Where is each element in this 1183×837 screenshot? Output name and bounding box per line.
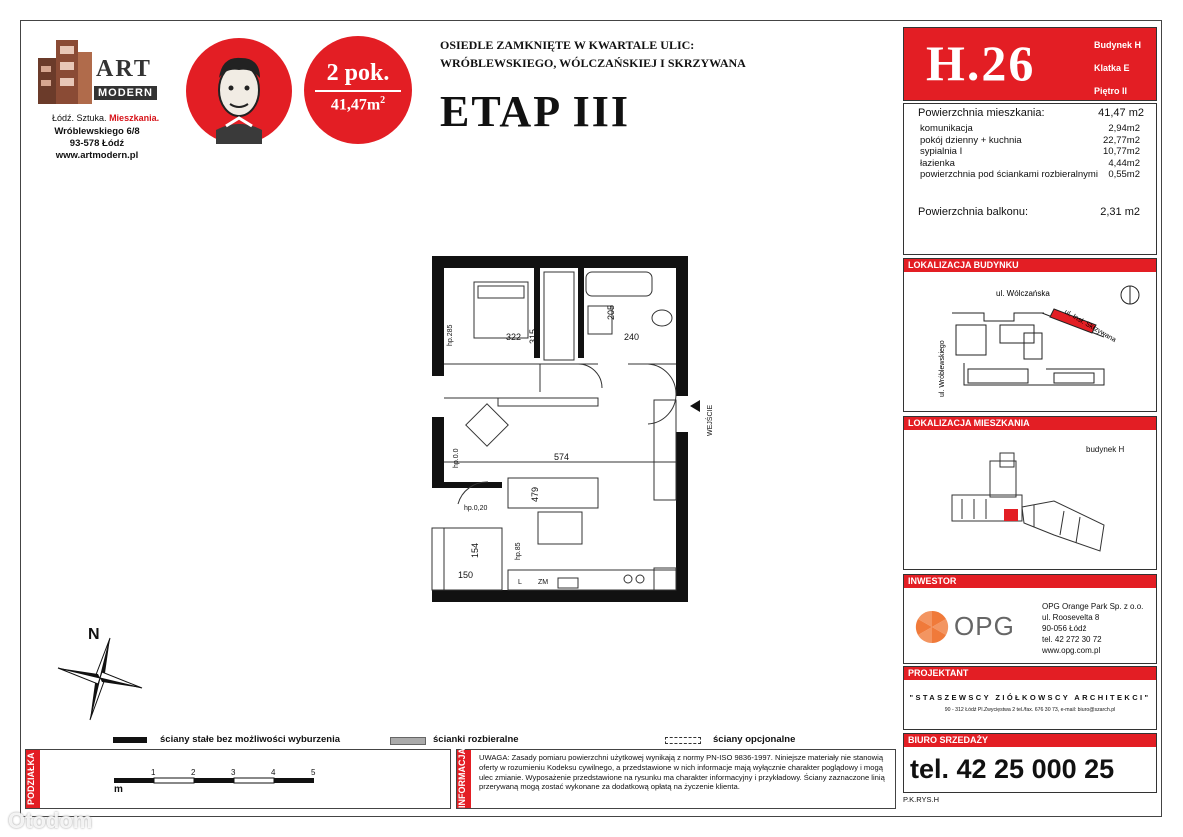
unit-floor: Piętro II [1094, 86, 1128, 96]
legend-solid: ściany stałe bez możliwości wyburzenia [160, 734, 341, 745]
address-street: Wróblewskiego 6/8 [54, 126, 140, 137]
legend-removable: ścianki rozbieralne [433, 734, 519, 745]
balcony-label: Powierzchnia balkonu: [918, 205, 1029, 218]
legend-removable-swatch [390, 737, 426, 745]
room-name: sypialnia I [920, 146, 963, 157]
rooms-badge [304, 36, 412, 144]
legend-optional: ściany opcjonalne [713, 734, 796, 745]
tagline-accent: Mieszkania. [109, 113, 160, 123]
room-area: 2,94m2 [1108, 123, 1140, 134]
legend-optional-swatch [665, 737, 701, 744]
scale-tick: 5 [311, 768, 316, 777]
street-label: ul. Wólczańska [996, 289, 1050, 298]
info-box [456, 749, 896, 809]
info-side-label: INFORMACJA [457, 750, 471, 808]
dim-label: 315 [528, 328, 538, 344]
investor-street: ul. Roosevelta 8 [1042, 613, 1100, 622]
room-name: pokój dzienny + kuchnia [920, 134, 1022, 146]
logo-modern: MODERN [94, 86, 157, 100]
entrance-label: WEJŚCIE [707, 404, 714, 436]
scale-box [25, 749, 451, 809]
rooms-list [904, 121, 1156, 181]
designer-address: 90 - 312 Łódź Pl.Zwycięstwa 2 tel./fax. 676 30 73, e-mail: biuro@szarch.pl [944, 707, 1116, 713]
compass-north: N [88, 626, 100, 643]
entrance-arrow [690, 400, 700, 412]
height-label: hp.85 [515, 542, 522, 560]
designer-box [903, 666, 1157, 730]
rooms-area-unit: 2 [380, 95, 386, 106]
tagline-prefix: Łódź. Sztuka. [52, 113, 107, 123]
unit-staircase: Klatka E [1094, 63, 1130, 73]
room-row [920, 135, 1140, 147]
investor-box [903, 574, 1157, 664]
room-area: 22,77m2 [1103, 134, 1140, 146]
street-label: ul. Insł. Skrzywana [1063, 308, 1118, 344]
rooms-count: 2 pok. [326, 60, 390, 86]
estate-headline [440, 36, 840, 72]
investor-details [1042, 601, 1143, 656]
stage-title: ETAP III [440, 87, 631, 136]
dim-label: 574 [554, 452, 570, 462]
site-map [904, 273, 1156, 411]
flat-map [904, 431, 1156, 569]
flat-location-header: LOKALIZACJA MIESZKANIA [904, 417, 1156, 430]
dim-label: 205 [606, 304, 616, 320]
room-row [920, 158, 1140, 170]
scale-side-label: PODZIAŁKA [26, 750, 40, 808]
room-area: 0,55m2 [1108, 169, 1140, 180]
legend-solid-swatch [113, 737, 147, 743]
opg-logo-icon [914, 609, 950, 645]
sales-box [903, 733, 1157, 793]
logo-art: ART [96, 56, 152, 82]
sales-header: BIURO SRZEDAŻY [904, 734, 1156, 747]
flat-map-label: budynek H [1086, 445, 1125, 454]
sales-phone: tel. 42 25 000 25 [910, 754, 1115, 784]
building-location-header: LOKALIZACJA BUDYNKU [904, 259, 1156, 272]
street-label: ul. Wróblewskiego [939, 340, 946, 397]
dim-label: 150 [458, 570, 474, 580]
total-area-value: 41,47 m2 [1098, 107, 1144, 119]
total-area-row [904, 104, 1156, 121]
address-city: 93-578 Łódź [69, 138, 125, 149]
unit-meta [1094, 34, 1141, 103]
fridge-label: L [518, 579, 522, 586]
dim-label: 154 [470, 542, 480, 558]
dim-label: 240 [624, 332, 640, 342]
building-location-box [903, 258, 1157, 412]
room-name: łazienka [920, 157, 955, 169]
investor-phone: tel. 42 272 30 72 [1042, 635, 1102, 644]
unit-code: H.26 [926, 35, 1036, 91]
dim-label: 479 [530, 486, 540, 502]
investor-city: 90-056 Łódź [1042, 624, 1087, 633]
plan-interior [432, 272, 676, 590]
footer-code: P.K.RYS.H [903, 795, 939, 804]
designer-header: PROJEKTANT [904, 667, 1156, 680]
room-area: 10,77m2 [1103, 146, 1140, 157]
height-label: hp.0,20 [464, 505, 488, 512]
watermark: Otodom [8, 808, 93, 833]
room-area: 4,44m2 [1108, 157, 1140, 169]
dishwasher-label: ZM [538, 579, 549, 586]
height-label: hp.0.0 [453, 448, 460, 468]
investor-header: INWESTOR [904, 575, 1156, 588]
scale-bar [112, 768, 332, 798]
balcony-value: 2,31 m2 [1100, 205, 1140, 218]
logo-tagline [52, 113, 159, 123]
unit-code-box [903, 27, 1157, 101]
scale-tick: 4 [271, 768, 276, 777]
room-row [920, 169, 1140, 181]
headline-line1: OSIEDLE ZAMKNIĘTE W KWARTALE ULIC: [440, 38, 695, 52]
room-row [920, 123, 1140, 135]
compass-icon [50, 628, 150, 728]
balcony-row [904, 181, 1156, 219]
floor-plan [428, 252, 714, 612]
opg-logo-text: OPG [954, 611, 1015, 641]
building-logo-icon [36, 38, 96, 106]
room-name: powierzchnia pod ściankami rozbieralnymi [920, 169, 1098, 180]
room-name: komunikacja [920, 123, 973, 134]
rooms-area-wrap [304, 95, 412, 114]
room-row [920, 146, 1140, 158]
designer-name: "STASZEWSCY ZIÓŁKOWSCY ARCHITEKCI" [909, 693, 1151, 702]
portrait-circle [186, 38, 292, 144]
height-label: hp.285 [447, 324, 454, 346]
investor-web: www.opg.com.pl [1042, 646, 1101, 655]
dim-label: 322 [506, 332, 522, 342]
badge-divider [315, 90, 401, 92]
rooms-area: 41,47m [330, 96, 381, 114]
scale-unit: m [114, 784, 123, 795]
portrait-icon [186, 38, 292, 144]
scale-tick: 1 [151, 768, 156, 777]
info-text: UWAGA: Zasady pomiaru powierzchni użytkowej wynikają z normy PN-ISO 9836-1997. Niniejsze materiały nie stanowią oferty w rozumieniu Kodeksu cywilnego, a przedstawione w nich informacje mają wyłącznie charakter poglądowy i mogą ulec zmianie. Wyposażenie przedstawione na rysunku ma charakter informacyjny i przykładowy. Ściany zaznaczone linią przerywaną mogą zostać wykonane za dodatkową opłatą na życzenie klienta. [479, 753, 885, 792]
unit-building: Budynek H [1094, 40, 1142, 50]
investor-name: OPG Orange Park Sp. z o.o. [1042, 602, 1144, 611]
address-website: www.artmodern.pl [55, 150, 139, 161]
scale-tick: 2 [191, 768, 196, 777]
flat-location-box [903, 416, 1157, 570]
headline-line2: WRÓBLEWSKIEGO, WÓLCZAŃSKIEJ I SKRZYWANA [440, 56, 746, 70]
areas-box [903, 103, 1157, 255]
total-area-label: Powierzchnia mieszkania: [918, 107, 1045, 119]
scale-tick: 3 [231, 768, 236, 777]
art-modern-logo [36, 38, 161, 128]
logo-address [42, 126, 152, 162]
